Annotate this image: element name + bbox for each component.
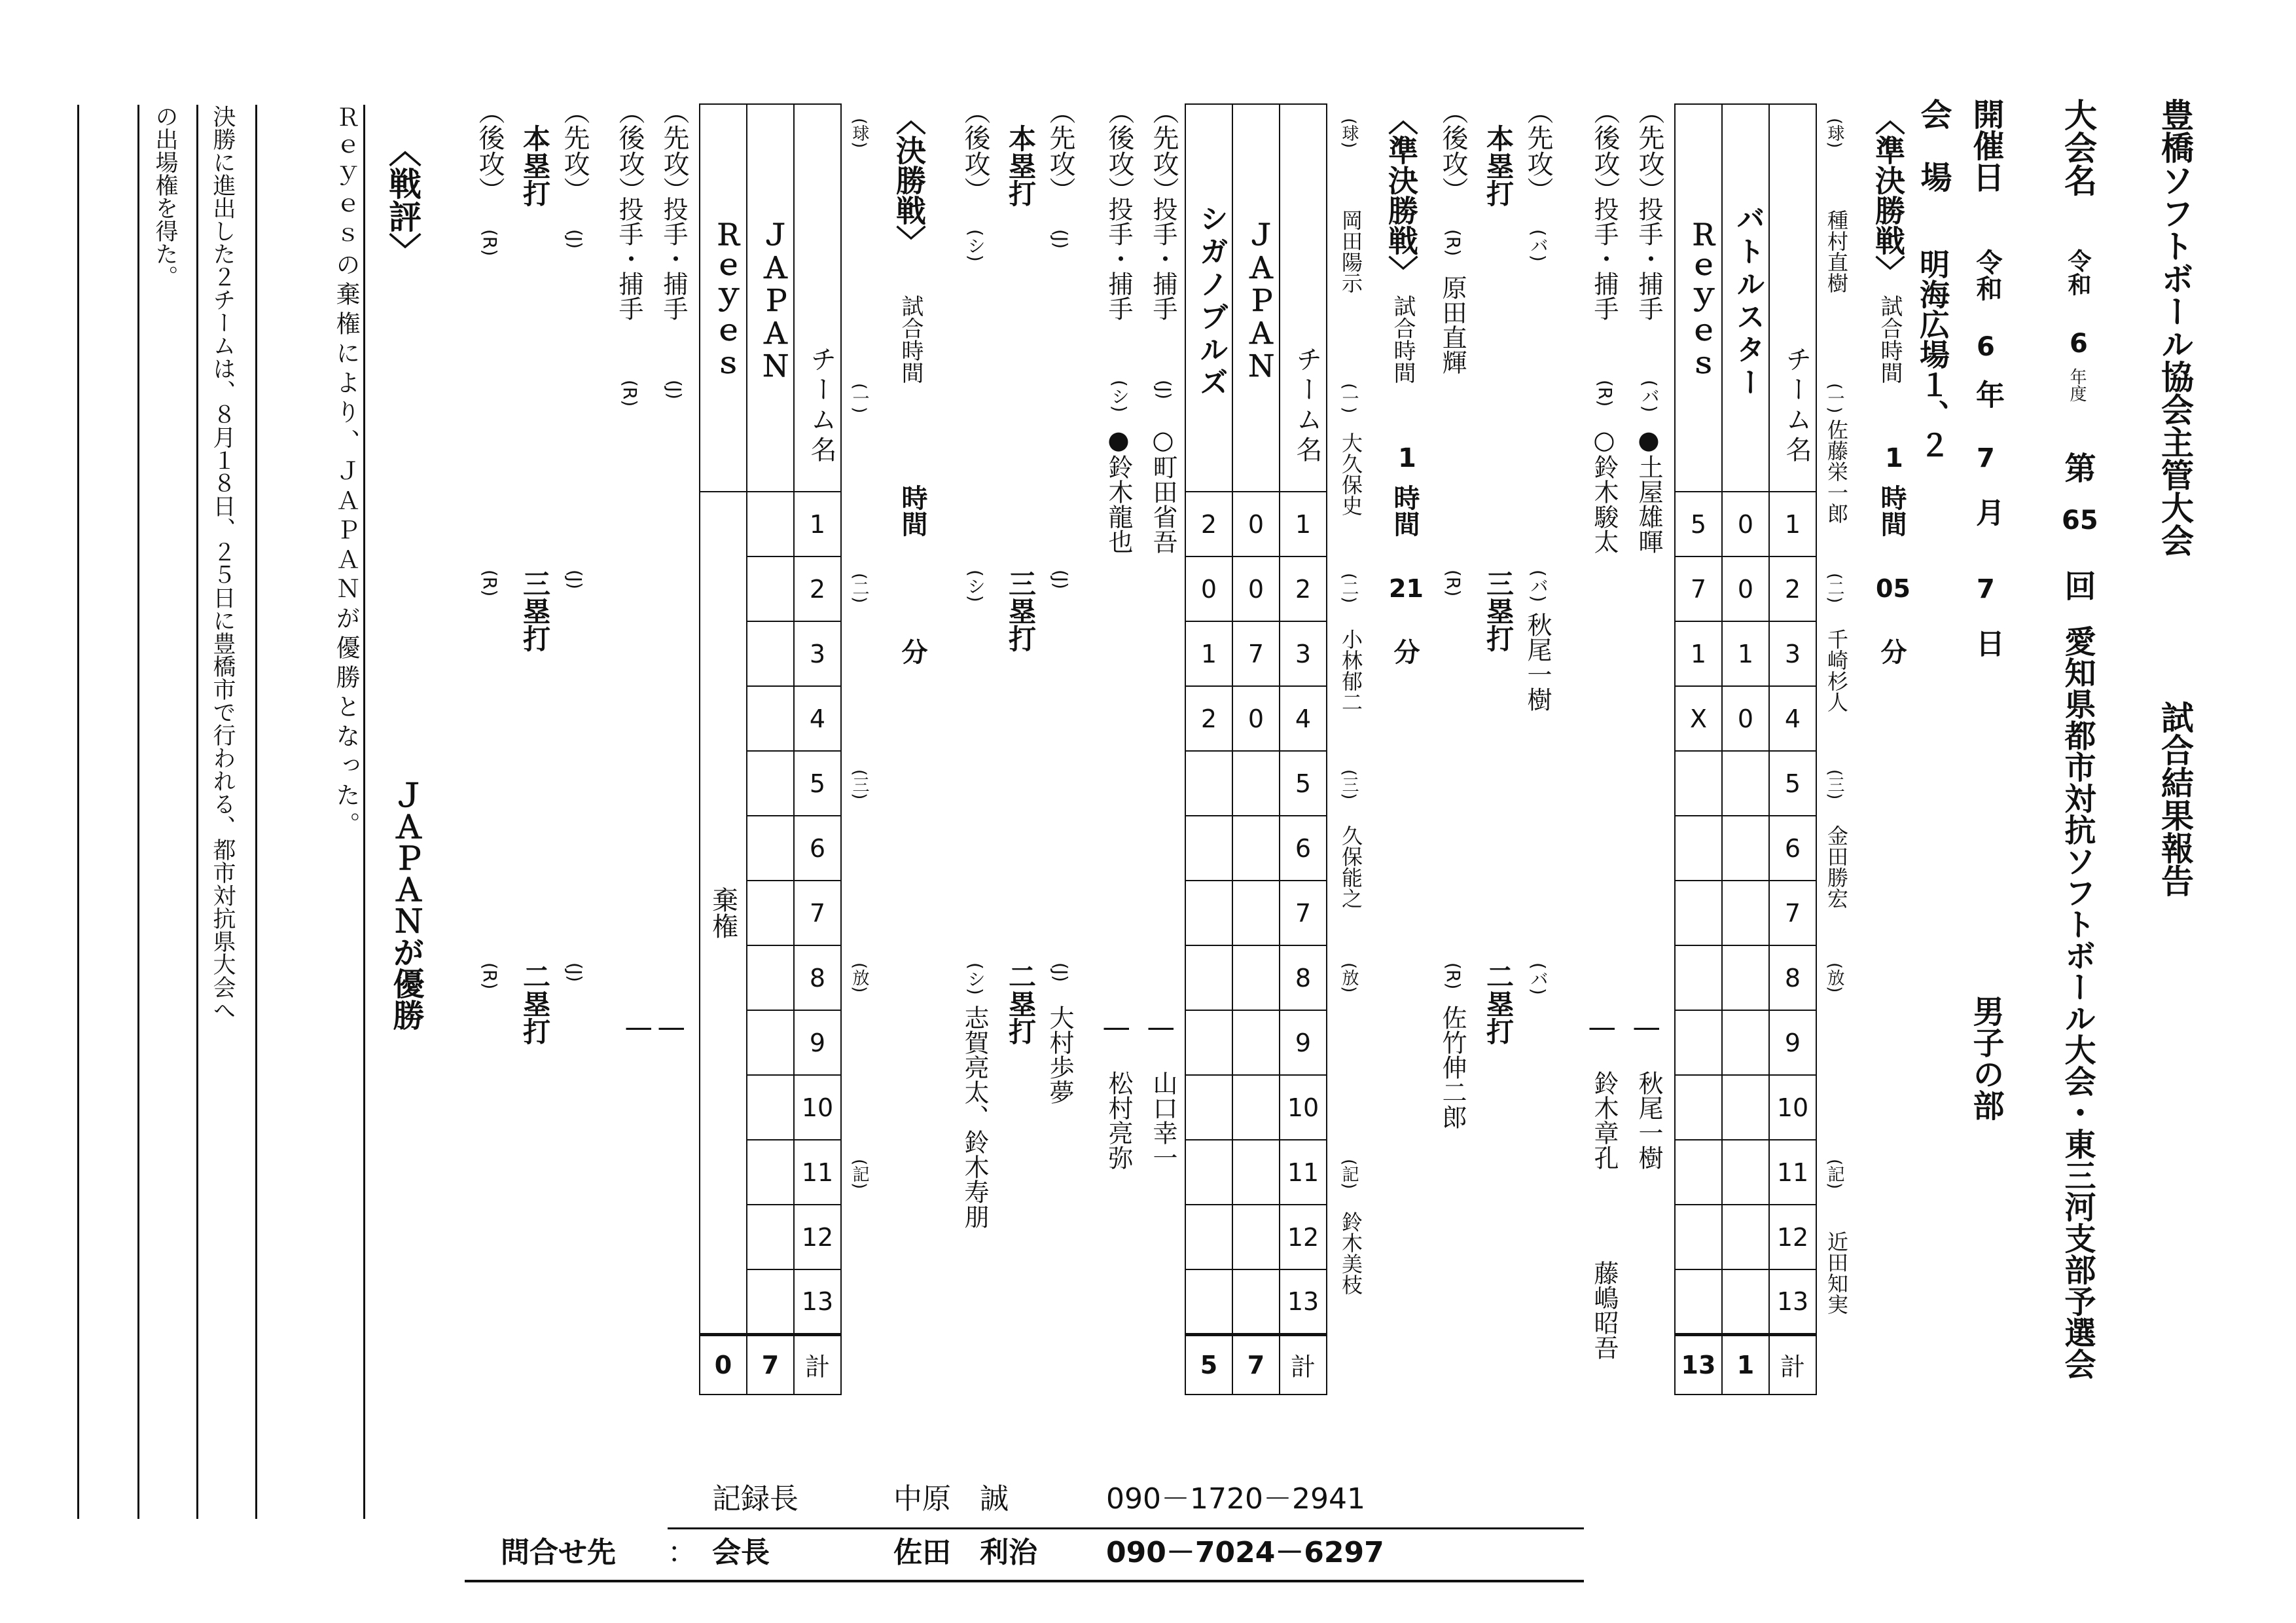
game1-time-label: 試合時間 xyxy=(1876,295,1903,384)
battery-dash: | xyxy=(1104,1025,1133,1033)
score-cell xyxy=(1675,1205,1722,1269)
game3-total-team1: 7 xyxy=(747,1334,794,1395)
triple-label: 三塁打 xyxy=(1005,570,1037,652)
battery-dash: | xyxy=(659,1025,688,1033)
score-cell: 0 xyxy=(1232,556,1280,621)
game1-total-team2: 13 xyxy=(1675,1334,1722,1395)
ump-1b-label: (一) xyxy=(1339,383,1359,414)
catcher-name: 松村亮弥 xyxy=(1104,1070,1133,1170)
team-abbr: (R) xyxy=(479,229,501,257)
score-cell xyxy=(747,492,794,556)
date-era: 令和 xyxy=(1972,249,2002,301)
score-cell: 1 xyxy=(1185,621,1232,686)
team-abbr: (J) xyxy=(1050,229,1071,249)
ruled-line xyxy=(363,105,365,1519)
ump-lf-label: (放) xyxy=(850,962,869,993)
team-name: バトルスター xyxy=(1722,104,1769,492)
ump-1b-label: (一) xyxy=(850,383,869,414)
double-player: 志賀亮太、鈴木寿朋 xyxy=(960,1005,989,1229)
score-cell xyxy=(747,1205,794,1269)
score-cell: 0 xyxy=(1232,686,1280,751)
game2-time-h: 1 xyxy=(1398,443,1416,473)
battery-dash: | xyxy=(626,1025,655,1033)
score-cell xyxy=(747,751,794,816)
inning-number: 2 xyxy=(1280,556,1327,621)
game3-scoreboard xyxy=(699,103,842,1395)
ump-3b-name: 金田勝宏 xyxy=(1824,825,1849,909)
game2-time-m: 21 xyxy=(1389,574,1424,603)
score-cell xyxy=(1722,1205,1769,1269)
pitcher-catcher-label: 投手・捕手 xyxy=(1149,196,1177,321)
score-cell: 1 xyxy=(1722,621,1769,686)
team-abbr: (J) xyxy=(564,962,586,983)
inning-number: 1 xyxy=(794,492,841,556)
score-cell xyxy=(1185,1269,1232,1334)
team-abbr: (バ) xyxy=(1528,570,1549,602)
score-cell xyxy=(1675,881,1722,945)
ump-2b-label: (二) xyxy=(1339,573,1359,604)
recorder-phone: 090－1720－2941 xyxy=(1106,1482,1365,1516)
team-header: チーム名 xyxy=(1280,104,1327,492)
ump-rec-name: 鈴木美枝 xyxy=(1338,1211,1363,1295)
score-cell: 1 xyxy=(1675,621,1722,686)
senko-label: （先攻） xyxy=(1149,98,1179,203)
inning-number: 6 xyxy=(794,816,841,881)
pitcher-name: ●鈴木龍也 xyxy=(1104,426,1133,554)
footer-rule xyxy=(465,1580,1584,1582)
president-label: 会長 xyxy=(712,1536,770,1569)
ump-2b-name: 小林郁二 xyxy=(1338,629,1363,712)
president-phone: 090－7024－6297 xyxy=(1106,1536,1384,1569)
total-label: 計 xyxy=(1769,1334,1816,1395)
inning-number: 4 xyxy=(1769,686,1816,751)
ump-3b-label: (三) xyxy=(1339,769,1359,800)
inning-number: 3 xyxy=(1769,621,1816,686)
review-line-2: 決勝に進出した２チームは、８月１８日、２５日に豊橋市で行われる、都市対抗県大会へ xyxy=(209,105,236,1021)
inning-number: 5 xyxy=(1280,751,1327,816)
score-cell xyxy=(747,1140,794,1205)
score-cell xyxy=(1185,881,1232,945)
event-era: 令和 xyxy=(2064,249,2091,296)
senko-label: （先攻） xyxy=(659,98,689,203)
ump-lf-label: (放) xyxy=(1825,962,1844,993)
ump-lf-label: (放) xyxy=(1339,962,1359,993)
team-abbr: (バ) xyxy=(1528,229,1549,262)
recorder-label: 記録長 xyxy=(712,1482,798,1516)
homerun-label: 本塁打 xyxy=(519,124,551,207)
score-cell xyxy=(1185,816,1232,881)
score-cell xyxy=(1232,1140,1280,1205)
pitcher-name: ○町田省吾 xyxy=(1149,426,1177,554)
team-abbr: (バ) xyxy=(1639,380,1660,412)
inning-number: 3 xyxy=(1280,621,1327,686)
inning-number: 4 xyxy=(794,686,841,751)
inning-number: 13 xyxy=(1280,1269,1327,1334)
score-cell xyxy=(1232,945,1280,1010)
game1-total-team1: 1 xyxy=(1722,1334,1769,1395)
game2-minute: 分 xyxy=(1390,638,1420,665)
game2-total-team1: 7 xyxy=(1232,1334,1280,1395)
double-player: 大村歩夢 xyxy=(1045,1005,1074,1104)
battery-dash: | xyxy=(1149,1025,1177,1033)
koko-label: （後攻） xyxy=(1590,98,1620,203)
double-player: 佐竹伸二郎 xyxy=(1438,1005,1467,1129)
score-cell xyxy=(1722,1010,1769,1075)
score-cell xyxy=(747,816,794,881)
score-cell xyxy=(1675,1140,1722,1205)
game1-scoreboard xyxy=(1674,103,1817,1395)
ump-rec-label: (記) xyxy=(850,1159,869,1190)
score-cell xyxy=(1232,1205,1280,1269)
score-cell xyxy=(1722,881,1769,945)
division-label: 男子の部 xyxy=(1967,995,2004,1121)
score-cell xyxy=(1722,1140,1769,1205)
score-cell xyxy=(1232,1269,1280,1334)
team-abbr: (シ) xyxy=(965,962,986,995)
score-cell xyxy=(1722,751,1769,816)
report-title: 試合結果報告 xyxy=(2156,701,2194,897)
score-cell xyxy=(747,1269,794,1334)
game2-total-team2: 5 xyxy=(1185,1334,1232,1395)
double-label: 二塁打 xyxy=(1005,962,1037,1045)
team-name: Ｒｅｙｅｓ xyxy=(700,104,747,492)
score-cell xyxy=(1675,751,1722,816)
recorder-name: 中原 誠 xyxy=(893,1482,1009,1516)
contact-colon: ： xyxy=(668,1536,696,1569)
inning-number: 2 xyxy=(794,556,841,621)
game2-time-label: 試合時間 xyxy=(1390,295,1416,384)
score-cell: X xyxy=(1675,686,1722,751)
contact-label: 問合せ先 xyxy=(501,1536,616,1569)
inning-number: 6 xyxy=(1769,816,1816,881)
score-cell xyxy=(747,556,794,621)
score-cell xyxy=(1232,816,1280,881)
inning-number: 13 xyxy=(1769,1269,1816,1334)
team-abbr: (J) xyxy=(664,380,685,400)
inning-number: 9 xyxy=(1280,1010,1327,1075)
game1-hour: 時間 xyxy=(1876,484,1907,537)
event-nendo: 年度 xyxy=(2067,368,2087,402)
score-cell xyxy=(1185,751,1232,816)
inning-number: 8 xyxy=(1280,945,1327,1010)
inning-number: 1 xyxy=(1280,492,1327,556)
score-cell: 5 xyxy=(1675,492,1722,556)
date-year: 6 xyxy=(1977,332,1995,362)
score-cell: 7 xyxy=(1675,556,1722,621)
team-abbr: (R) xyxy=(619,380,641,407)
score-cell xyxy=(747,1075,794,1140)
score-cell: 0 xyxy=(1232,492,1280,556)
ump-2b-name: 千崎杉人 xyxy=(1824,629,1849,712)
team-abbr: (J) xyxy=(1050,962,1071,983)
team-abbr: (R) xyxy=(479,962,501,990)
senko-label: （先攻） xyxy=(1523,98,1553,203)
koko-label: （後攻） xyxy=(615,98,645,203)
score-cell xyxy=(747,686,794,751)
catcher-name: 鈴木章孔 xyxy=(1590,1070,1619,1170)
senko-label: （先攻） xyxy=(560,98,590,203)
review-title: 〈戦評〉 xyxy=(384,134,422,265)
double-label: 二塁打 xyxy=(519,962,551,1045)
game3-total-team2: 0 xyxy=(700,1334,747,1395)
game3-title: 〈決勝戦〉 xyxy=(891,105,927,255)
event-name: 愛知県都市対抗ソフトボール大会・東三河支部予選会 xyxy=(2059,625,2096,1379)
score-cell: 0 xyxy=(1722,556,1769,621)
ump-2b-label: (二) xyxy=(1825,573,1844,604)
team-abbr: (R) xyxy=(1443,229,1464,257)
koko-label: （後攻） xyxy=(475,98,505,203)
score-cell xyxy=(1675,945,1722,1010)
ruled-line xyxy=(77,105,79,1519)
pitcher-catcher-label: 投手・捕手 xyxy=(659,196,688,321)
pitcher-catcher-label: 投手・捕手 xyxy=(615,196,643,321)
team-header: チーム名 xyxy=(794,104,841,492)
date-label: 開催日 xyxy=(1967,98,2004,192)
footer-rule xyxy=(668,1527,1584,1529)
forfeit-cell: 棄権 xyxy=(700,492,747,1334)
score-cell xyxy=(1675,1269,1722,1334)
game1-time-h: 1 xyxy=(1885,443,1903,473)
pitcher-catcher-label: 投手・捕手 xyxy=(1590,196,1619,321)
team-name: シガノブルズ xyxy=(1185,104,1232,492)
pitcher-catcher-label: 投手・捕手 xyxy=(1634,196,1663,321)
ump-rec-label: (記) xyxy=(1339,1159,1359,1190)
inning-number: 2 xyxy=(1769,556,1816,621)
date-nichi: 日 xyxy=(1971,629,2004,657)
score-cell xyxy=(1675,1075,1722,1140)
inning-number: 11 xyxy=(794,1140,841,1205)
inning-number: 12 xyxy=(1280,1205,1327,1269)
inning-number: 9 xyxy=(1769,1010,1816,1075)
koko-label: （後攻） xyxy=(1104,98,1134,203)
ump-3b-name: 久保能之 xyxy=(1338,825,1363,909)
ruled-line xyxy=(255,105,257,1519)
score-cell: 7 xyxy=(1232,621,1280,686)
koko-label: （後攻） xyxy=(1438,98,1468,203)
inning-number: 10 xyxy=(1280,1075,1327,1140)
triple-label: 三塁打 xyxy=(1482,570,1515,652)
koko-label: （後攻） xyxy=(960,98,990,203)
date-nen: 年 xyxy=(1971,380,2004,409)
game2-title: 〈準決勝戦〉 xyxy=(1384,105,1419,285)
score-cell: 0 xyxy=(1185,556,1232,621)
president-name: 佐田 利治 xyxy=(893,1536,1037,1569)
venue-label: 会 場 xyxy=(1915,98,1952,192)
team-name: ＪＡＰＡＮ xyxy=(747,104,794,492)
game3-minute: 分 xyxy=(897,638,927,665)
ump-rec-label: (記) xyxy=(1825,1159,1844,1190)
team-abbr: (J) xyxy=(1153,380,1175,400)
score-cell xyxy=(1722,816,1769,881)
score-cell: 0 xyxy=(1722,492,1769,556)
inning-number: 13 xyxy=(794,1269,841,1334)
score-cell xyxy=(747,881,794,945)
score-cell xyxy=(1722,1269,1769,1334)
senko-label: （先攻） xyxy=(1045,98,1075,203)
ump-2b-label: (二) xyxy=(850,573,869,604)
score-cell xyxy=(1232,1075,1280,1140)
team-abbr: (バ) xyxy=(1528,962,1549,995)
score-cell: 2 xyxy=(1185,686,1232,751)
inning-number: 7 xyxy=(1280,881,1327,945)
ump-plate-label: (球) xyxy=(850,118,869,149)
review-result: ＪＡＰＡＮが優勝 xyxy=(387,779,424,1030)
venue-name: 明海広場１、２ xyxy=(1915,249,1950,460)
score-cell xyxy=(1185,1010,1232,1075)
team-abbr: (シ) xyxy=(965,570,986,602)
inning-number: 11 xyxy=(1769,1140,1816,1205)
total-label: 計 xyxy=(1280,1334,1327,1395)
inning-number: 3 xyxy=(794,621,841,686)
hr-player: 原田直輝 xyxy=(1438,275,1467,374)
score-cell xyxy=(1722,945,1769,1010)
score-cell xyxy=(1185,1205,1232,1269)
org-title: 豊橋ソフトボール協会主管大会 xyxy=(2156,98,2194,556)
inning-number: 1 xyxy=(1769,492,1816,556)
game3-time-label: 試合時間 xyxy=(897,295,924,384)
inning-number: 10 xyxy=(1769,1075,1816,1140)
team-abbr: (シ) xyxy=(1109,380,1130,412)
inning-number: 5 xyxy=(794,751,841,816)
score-cell xyxy=(1722,1075,1769,1140)
score-cell xyxy=(747,945,794,1010)
game1-time-m: 05 xyxy=(1876,574,1910,603)
inning-number: 11 xyxy=(1280,1140,1327,1205)
team-abbr: (シ) xyxy=(965,229,986,262)
score-cell xyxy=(1675,816,1722,881)
team-abbr: (J) xyxy=(564,570,586,590)
inning-number: 10 xyxy=(794,1075,841,1140)
review-line-3: の出場権を得た。 xyxy=(152,105,178,288)
battery-dash: | xyxy=(1590,1025,1619,1033)
score-cell xyxy=(1185,1140,1232,1205)
inning-number: 12 xyxy=(1769,1205,1816,1269)
inning-number: 8 xyxy=(1769,945,1816,1010)
triple-label: 三塁打 xyxy=(519,570,551,652)
game2-scoreboard xyxy=(1185,103,1327,1395)
ump-plate-label: (球) xyxy=(1825,118,1844,149)
event-label: 大会名 xyxy=(2059,98,2097,196)
ump-plate-name: 種村直樹 xyxy=(1824,210,1849,293)
team-abbr: (R) xyxy=(1443,570,1464,597)
ump-rec-name: 近田知実 xyxy=(1824,1231,1849,1315)
event-dai: 第 xyxy=(2059,452,2096,483)
pitcher-catcher-label: 投手・捕手 xyxy=(1104,196,1133,321)
score-cell xyxy=(1185,1075,1232,1140)
team-abbr: (R) xyxy=(1594,380,1616,407)
catcher-name-2: 藤嶋昭吾 xyxy=(1590,1260,1619,1360)
team-name: ＪＡＰＡＮ xyxy=(1232,104,1280,492)
game1-title: 〈準決勝戦〉 xyxy=(1871,105,1906,285)
ump-plate-label: (球) xyxy=(1339,118,1359,149)
homerun-label: 本塁打 xyxy=(1482,124,1515,207)
game2-hour: 時間 xyxy=(1390,484,1420,537)
score-cell xyxy=(747,621,794,686)
ump-3b-label: (三) xyxy=(850,769,869,800)
inning-number: 8 xyxy=(794,945,841,1010)
triple-player: 秋尾一樹 xyxy=(1523,612,1552,712)
review-line-1: Ｒｅｙｅｓの棄権により、ＪＡＰＡＮが優勝となった。 xyxy=(332,105,360,841)
ruled-line xyxy=(137,105,139,1519)
inning-number: 4 xyxy=(1280,686,1327,751)
event-year: 6 xyxy=(2070,329,2088,359)
pitcher-name: ○鈴木駿太 xyxy=(1590,426,1619,554)
ruled-line xyxy=(196,105,198,1519)
homerun-label: 本塁打 xyxy=(1005,124,1037,207)
inning-number: 6 xyxy=(1280,816,1327,881)
game3-hour: 時間 xyxy=(897,484,927,537)
ump-3b-label: (三) xyxy=(1825,769,1844,800)
score-cell: 0 xyxy=(1722,686,1769,751)
date-month: 7 xyxy=(1977,443,1995,473)
inning-number: 7 xyxy=(1769,881,1816,945)
team-name: Ｒｅｙｅｓ xyxy=(1675,104,1722,492)
double-label: 二塁打 xyxy=(1482,962,1515,1045)
score-cell: 2 xyxy=(1185,492,1232,556)
inning-number: 12 xyxy=(794,1205,841,1269)
inning-number: 5 xyxy=(1769,751,1816,816)
team-header: チーム名 xyxy=(1769,104,1816,492)
score-cell xyxy=(747,1010,794,1075)
date-gatsu: 月 xyxy=(1971,498,2004,526)
inning-number: 9 xyxy=(794,1010,841,1075)
event-num: 65 xyxy=(2062,505,2098,536)
total-label: 計 xyxy=(794,1334,841,1395)
pitcher-name: ●土屋雄暉 xyxy=(1634,426,1663,554)
inning-number: 7 xyxy=(794,881,841,945)
team-abbr: (J) xyxy=(564,229,586,249)
ump-1b-name: 大久保史 xyxy=(1338,432,1363,516)
catcher-name: 山口幸一 xyxy=(1149,1070,1177,1170)
catcher-name: 秋尾一樹 xyxy=(1634,1070,1663,1170)
event-rest: 回 xyxy=(2059,570,2096,601)
ump-1b-name: 佐藤栄一郎 xyxy=(1824,419,1849,524)
date-day: 7 xyxy=(1977,574,1995,604)
team-abbr: (R) xyxy=(1443,962,1464,990)
ump-plate-name: 岡田陽示 xyxy=(1338,210,1363,293)
score-cell xyxy=(1185,945,1232,1010)
score-cell xyxy=(1232,1010,1280,1075)
senko-label: （先攻） xyxy=(1634,98,1664,203)
score-cell xyxy=(1232,751,1280,816)
ump-1b-label: (一) xyxy=(1825,383,1844,414)
team-abbr: (J) xyxy=(1050,570,1071,590)
game1-minute: 分 xyxy=(1876,638,1907,665)
team-abbr: (R) xyxy=(479,570,501,597)
score-cell xyxy=(1232,881,1280,945)
score-cell xyxy=(1675,1010,1722,1075)
battery-dash: | xyxy=(1634,1025,1663,1033)
